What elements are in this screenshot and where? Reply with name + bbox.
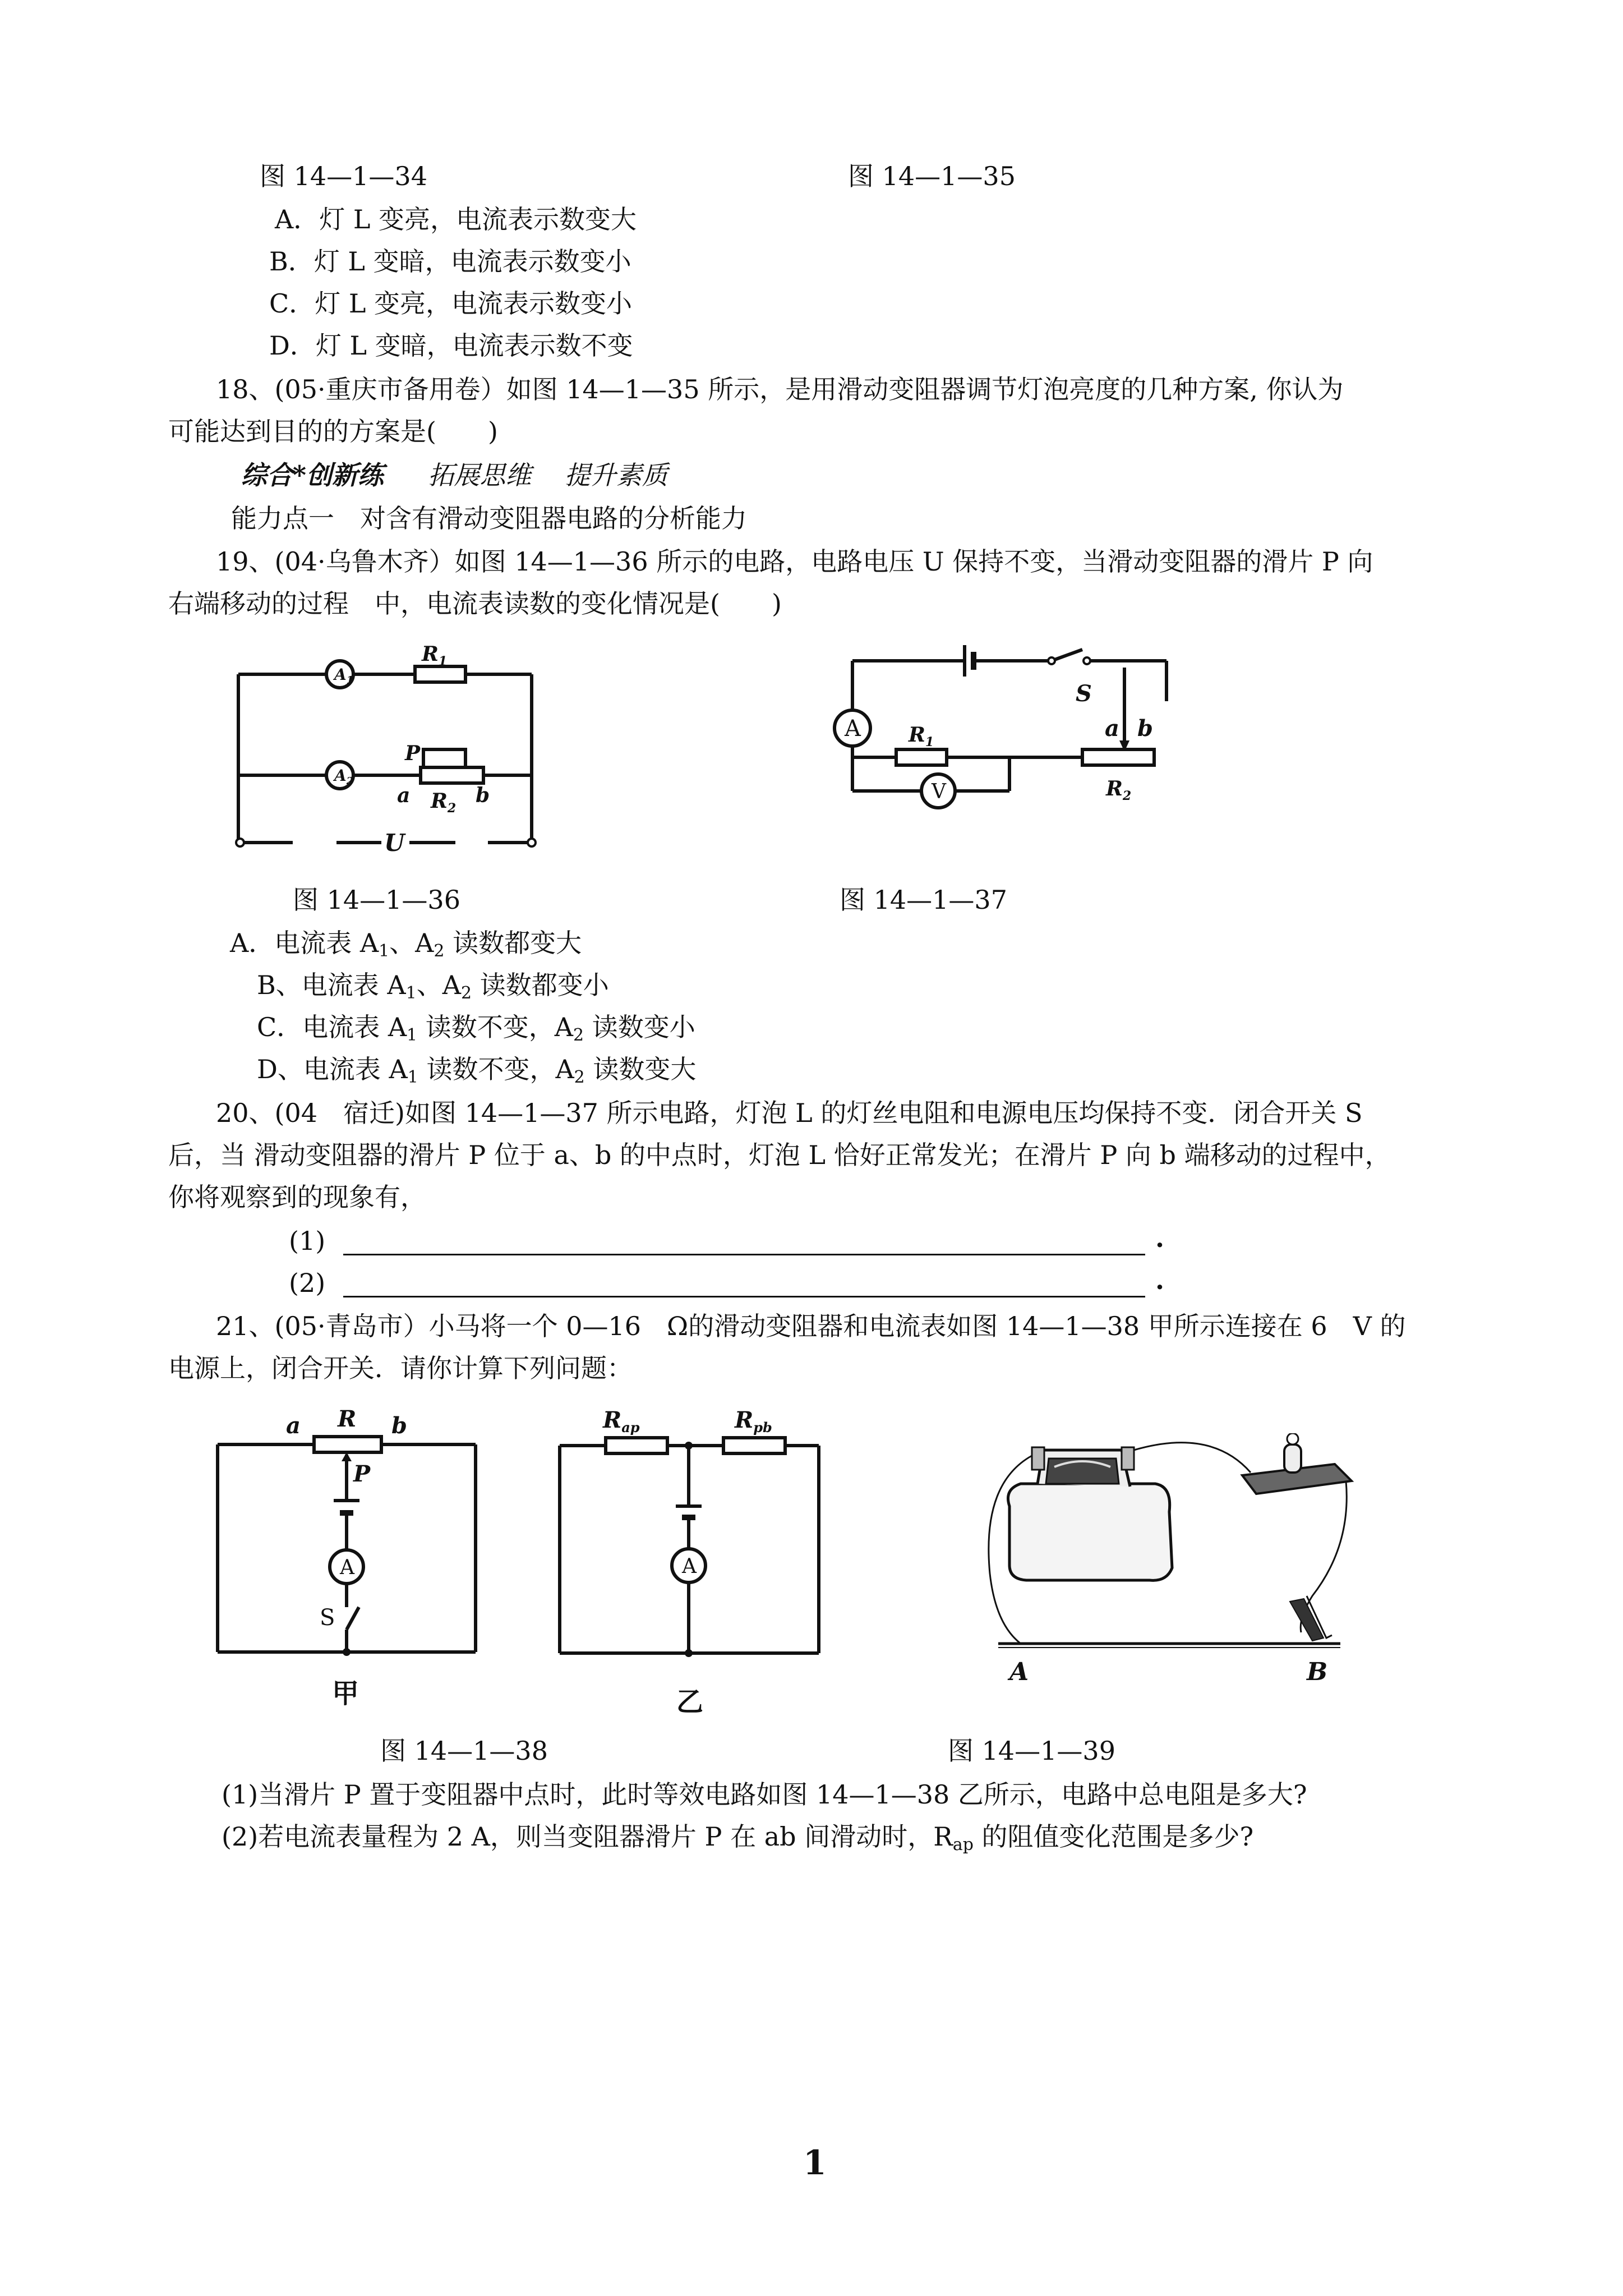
q17-option-b: B．灯 L 变暗，电流表示数变小 — [269, 246, 631, 277]
slider-p-label: P — [353, 1461, 371, 1487]
ammeter-label: A — [845, 716, 861, 742]
q21-part-1: (1)当滑片 P 置于变阻器中点时，此时等效电路如图 14—1—38 乙所示，电路中总电阻是多大? — [222, 1779, 1307, 1810]
q20-line2: 后，当 滑动变阻器的滑片 P 位于 a、b 的中点时，灯泡 L 恰好正常发光；在滑片 P 向 b 端移动的过程中， — [168, 1140, 1391, 1170]
circuit-diagram-14-1-38-jia — [208, 1405, 488, 1719]
q18-line1: 18、(05·重庆市备用卷）如图 14—1—35 所示，是用滑动变阻器调节灯泡亮度的几种方案, 你认为 — [216, 374, 1344, 404]
figure-yi-label: 乙 — [676, 1686, 704, 1718]
section-subtitle-2: 提升素质 — [564, 460, 668, 490]
resistor-r1-label: $R_1$ — [909, 723, 934, 749]
figure-caption-14-1-35: 图 14—1—35 — [848, 161, 1016, 191]
q20-blank-2-label: (2) — [289, 1268, 326, 1298]
q20-answer-line-1[interactable] — [343, 1254, 1145, 1255]
terminal-a-label: a — [1105, 715, 1119, 742]
figure-caption-14-1-37: 图 14—1—37 — [840, 885, 1007, 915]
section-title: 综合*创新练 — [241, 460, 384, 490]
ammeter-a2-label: $A_2$ — [334, 766, 354, 787]
circuit-diagram-14-1-37 — [824, 634, 1189, 858]
voltage-u-label: U — [384, 829, 405, 857]
figure-caption-14-1-38: 图 14—1—38 — [380, 1736, 548, 1766]
terminal-b-label: b — [391, 1412, 407, 1439]
q17-option-a: A．灯 L 变亮，电流表示数变大 — [275, 204, 637, 234]
q19-option-c: C．电流表 $A_1$ 读数不变，$A_2$ 读数变小 — [257, 1012, 695, 1045]
circuit-diagram-14-1-36 — [224, 645, 561, 858]
q20-blank-2-dot: · — [1155, 1272, 1165, 1302]
rheostat-r-label: R — [338, 1406, 357, 1432]
q20-answer-line-2[interactable] — [343, 1296, 1145, 1297]
endpoint-b-label: B — [1307, 1658, 1328, 1686]
ability-point: 能力点一 对含有滑动变阻器电路的分析能力 — [231, 503, 747, 533]
q17-option-d: D．灯 L 变暗，电流表示数不变 — [269, 330, 633, 361]
ammeter-label: A — [682, 1555, 697, 1578]
figure-jia-label: 甲 — [332, 1678, 359, 1709]
circuit-diagram-14-1-38-yi — [550, 1405, 830, 1725]
resistor-rap-label: $R_{ap}$ — [603, 1407, 640, 1435]
section-heading — [241, 459, 668, 491]
switch-s-label: S — [1076, 680, 1092, 707]
ammeter-a1-label: $A_1$ — [334, 665, 354, 686]
q20-blank-1-label: (1) — [289, 1226, 326, 1256]
terminal-a-label: a — [397, 784, 411, 807]
ammeter-label: A — [340, 1556, 354, 1579]
switch-s-label: S — [320, 1605, 335, 1631]
q17-option-c: C．灯 L 变亮，电流表示数变小 — [269, 288, 632, 319]
resistor-r2-label: $R_2$ — [1106, 777, 1132, 803]
page-number: 1 — [803, 2143, 827, 2183]
resistor-r1-label: $R_1$ — [422, 645, 448, 669]
q20-line3: 你将观察到的现象有， — [168, 1182, 426, 1212]
figure-caption-14-1-36: 图 14—1—36 — [293, 885, 460, 915]
q20-blank-1-dot: · — [1155, 1230, 1165, 1260]
resistor-rpb-label: $R_{pb}$ — [735, 1407, 772, 1435]
resistor-r2-label: $R_2$ — [431, 789, 457, 816]
q21-part-2: (2)若电流表量程为 2 A，则当变阻器滑片 P 在 ab 间滑动时，$R_{ap}$ 的阻值变化范围是多少? — [222, 1821, 1254, 1855]
q19-line1: 19、(04·乌鲁木齐）如图 14—1—36 所示的电路，电路电压 U 保持不变，当滑动变阻器的滑片 P 向 — [216, 546, 1373, 577]
endpoint-a-label: A — [1009, 1658, 1029, 1686]
terminal-b-label: b — [1137, 715, 1153, 742]
terminal-b-label: b — [476, 784, 490, 807]
q19-option-b: B、电流表 $A_1$、$A_2$ 读数都变小 — [257, 970, 609, 1003]
figure-caption-14-1-39: 图 14—1—39 — [948, 1736, 1115, 1766]
q20-line1: 20、(04 宿迁)如图 14—1—37 所示电路，灯泡 L 的灯丝电阻和电源电压均保持不变．闭合开关 S — [216, 1098, 1363, 1128]
figure-caption-14-1-34: 图 14—1—34 — [260, 161, 427, 191]
q21-line1: 21、(05·青岛市）小马将一个 0—16 Ω的滑动变阻器和电流表如图 14—1—38 甲所示连接在 6 V 的 — [216, 1311, 1406, 1341]
slider-p-label: P — [405, 742, 421, 765]
apparatus-sketch-14-1-39 — [987, 1433, 1380, 1714]
q18-line2: 可能达到目的的方案是( ) — [168, 416, 498, 447]
q19-option-a: A．电流表 $A_1$、$A_2$ 读数都变大 — [230, 928, 582, 961]
q21-line2: 电源上，闭合开关．请你计算下列问题： — [168, 1353, 633, 1383]
q19-option-d: D、电流表 $A_1$ 读数不变，$A_2$ 读数变大 — [257, 1054, 697, 1087]
voltmeter-label: V — [932, 780, 946, 803]
q19-line2: 右端移动的过程 中，电流表读数的变化情况是( ) — [168, 588, 782, 619]
terminal-a-label: a — [286, 1412, 301, 1439]
section-subtitle-1: 拓展思维 — [428, 460, 532, 490]
